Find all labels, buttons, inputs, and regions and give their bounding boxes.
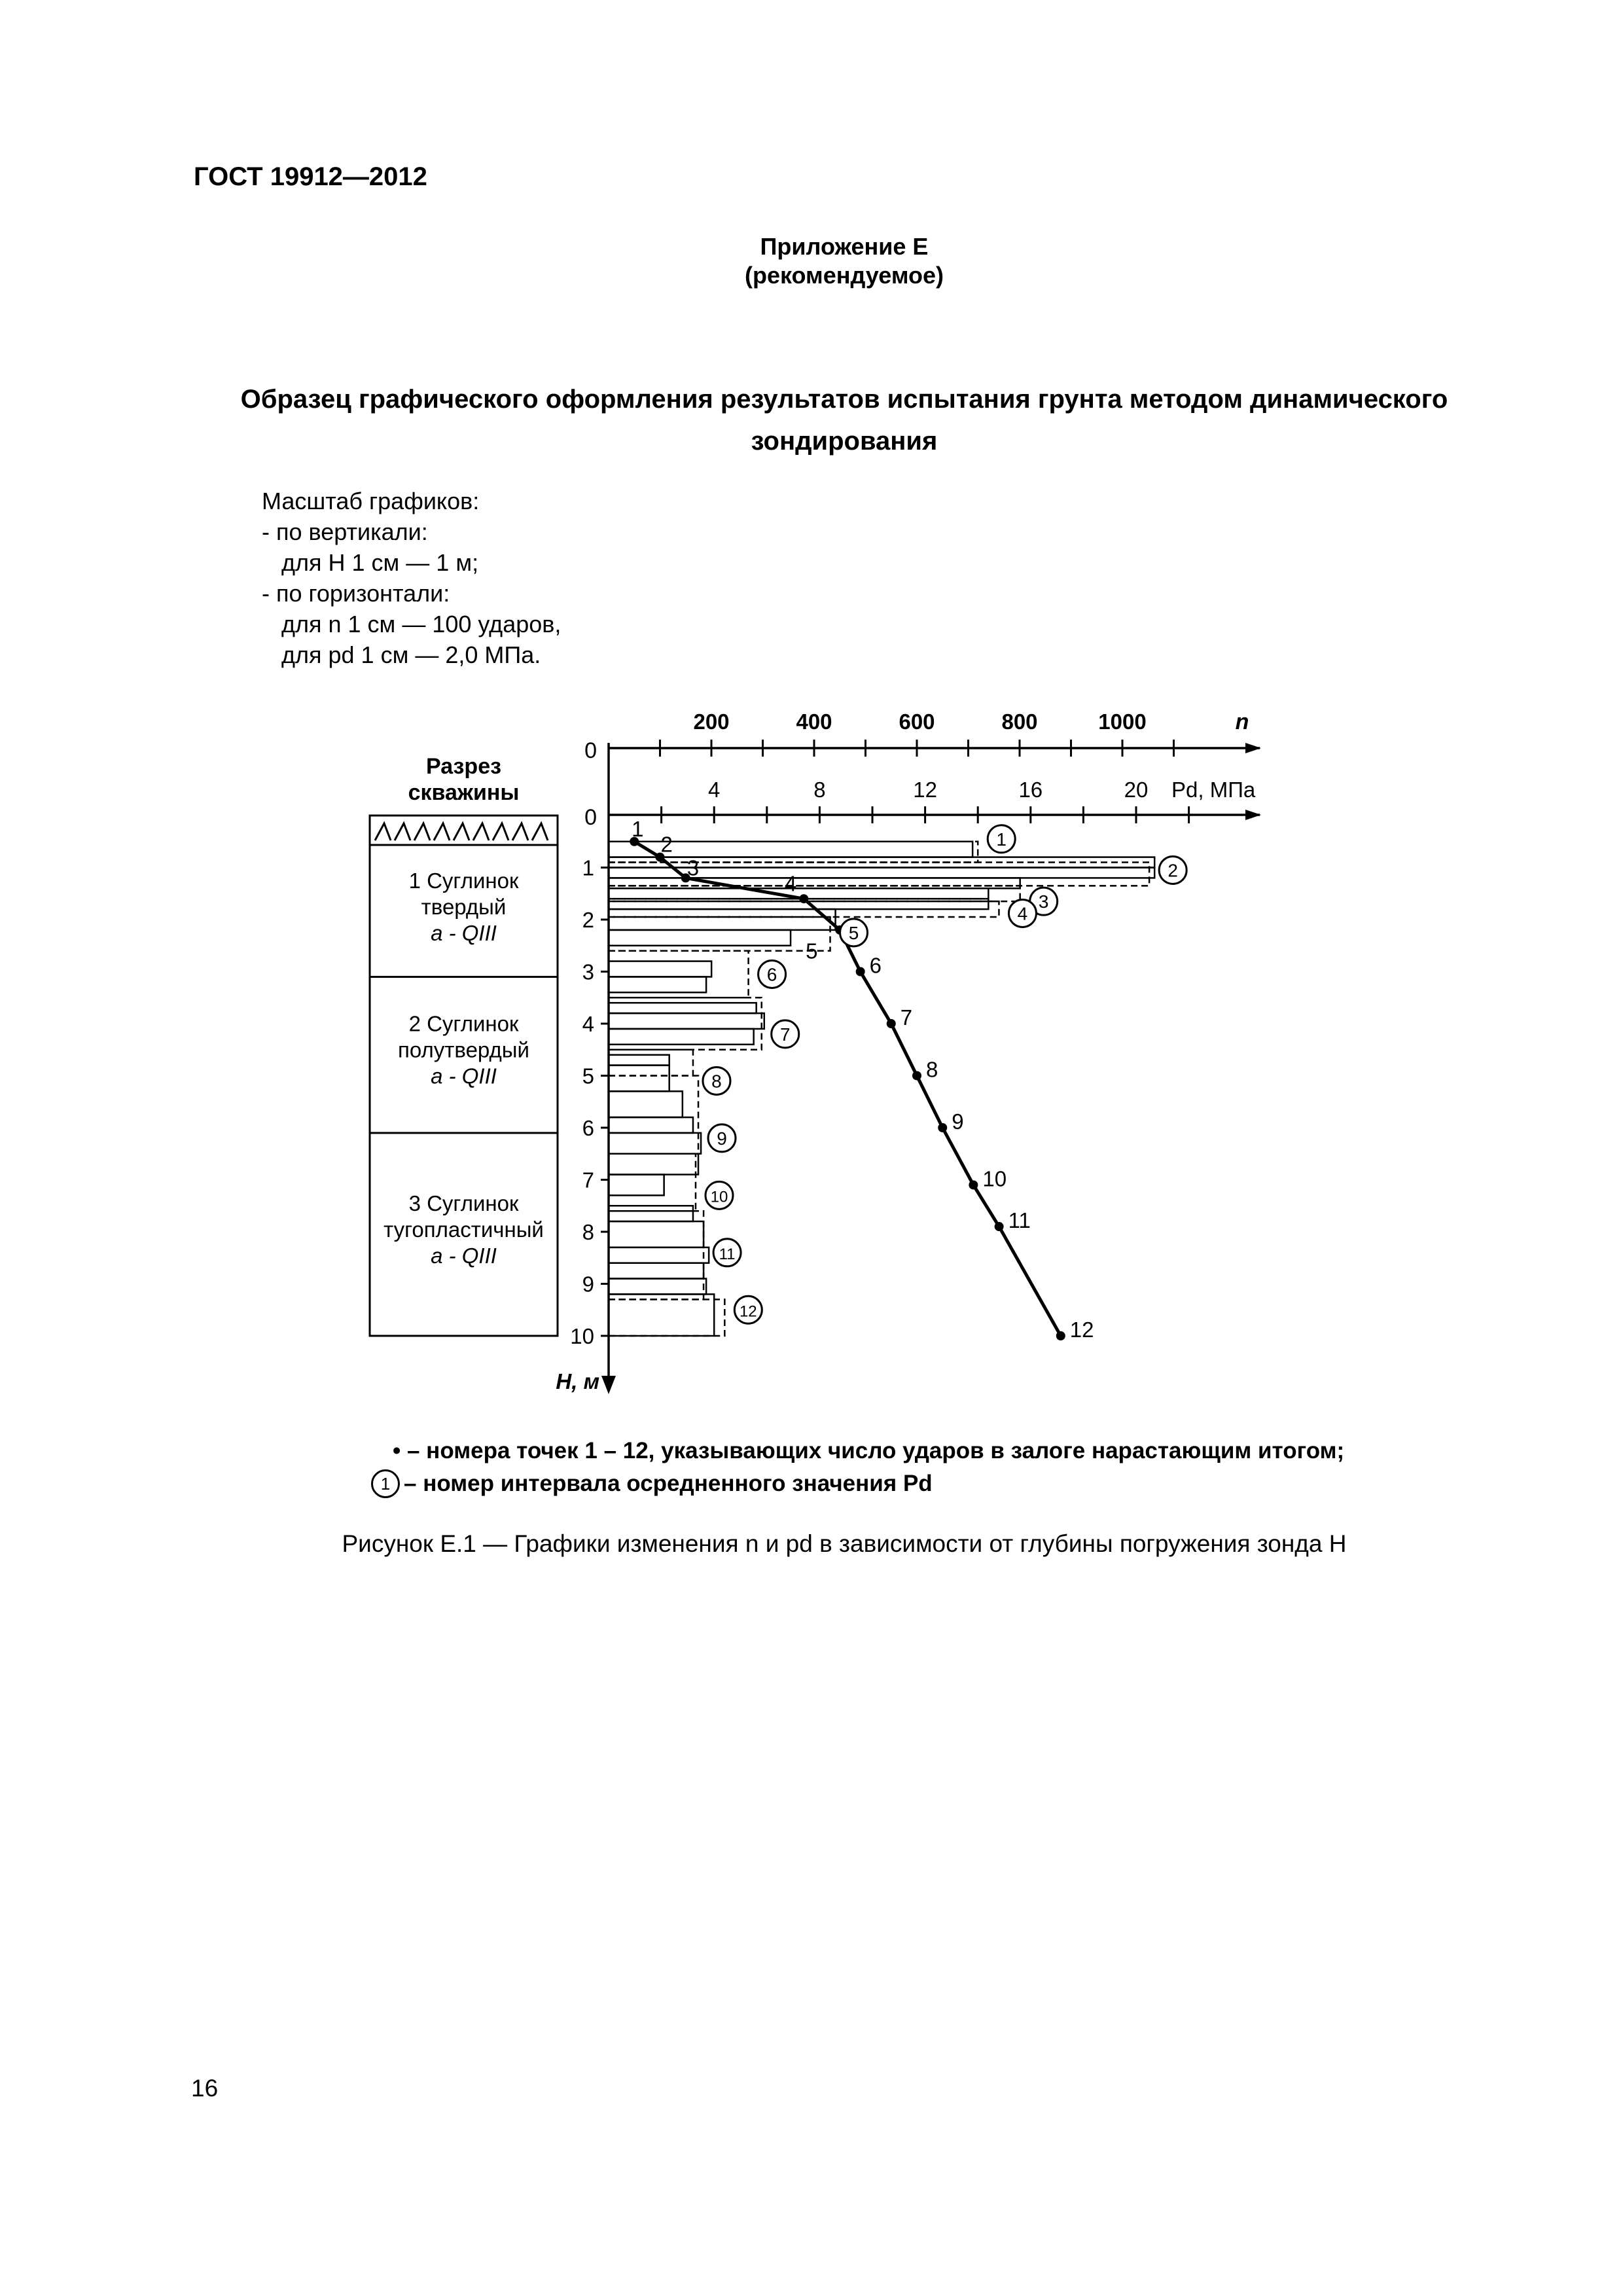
- layer-name: 2 Суглинок: [408, 1011, 519, 1036]
- interval-number: 4: [1017, 903, 1028, 924]
- pd-bar: [609, 1066, 669, 1092]
- n-axis-label: n: [1235, 709, 1249, 734]
- blow-point: [912, 1071, 921, 1081]
- h-tick-label: 1: [582, 855, 594, 880]
- pd-tick-label: 12: [913, 778, 937, 802]
- ground-hatch: [375, 823, 548, 840]
- pd-bar: [609, 878, 1020, 888]
- pd-bar: [609, 1279, 706, 1295]
- h-tick-label: 8: [582, 1220, 594, 1244]
- interval-number: 11: [719, 1245, 736, 1263]
- pd-bar: [609, 909, 836, 930]
- section-header: Разрез: [425, 754, 502, 779]
- interval-envelope: [609, 1050, 693, 1076]
- legend-intervals-text: – номер интервала осредненного значения Pd: [404, 1471, 933, 1496]
- pd-bar: [609, 1117, 693, 1133]
- blow-point-label: 10: [982, 1166, 1007, 1191]
- scale-line: Масштаб графиков:: [262, 488, 480, 514]
- blow-point: [856, 967, 865, 977]
- bar-number-label: 5: [806, 939, 818, 963]
- interval-number: 5: [848, 922, 859, 943]
- blow-point: [1056, 1331, 1065, 1340]
- interval-number: 1: [996, 829, 1007, 850]
- document-code: ГОСТ 19912—2012: [194, 162, 427, 191]
- pd-tick-label: 16: [1018, 778, 1043, 802]
- bar-number-label: 1: [632, 816, 644, 841]
- blow-point: [969, 1180, 978, 1189]
- pd-bar: [609, 1013, 764, 1029]
- pd-bar: [609, 1206, 693, 1221]
- bar-number-label: 3: [687, 855, 700, 880]
- appendix-label: Приложение Е: [760, 233, 929, 260]
- interval-envelope: [609, 1154, 696, 1211]
- interval-envelope: [609, 1299, 724, 1336]
- pd-tick-label: 20: [1124, 778, 1149, 802]
- pd-bar: [609, 899, 988, 909]
- blow-point-label: 8: [926, 1057, 938, 1082]
- title-line-1: Образец графического оформления результатов испытания грунта методом динамического: [240, 385, 1448, 414]
- h-tick-label: 7: [582, 1168, 594, 1193]
- h-axis-arrow: [601, 1376, 616, 1394]
- bar-number-label: 2: [660, 832, 673, 857]
- n-tick-label: 200: [693, 709, 730, 734]
- pd-bar: [609, 977, 706, 992]
- interval-envelope: [609, 951, 749, 998]
- pd-bar: [609, 1154, 698, 1175]
- interval-number: 3: [1038, 891, 1049, 912]
- h-axis-label: H, м: [556, 1369, 599, 1393]
- blow-point: [995, 1222, 1004, 1231]
- layer-name: тугопластичный: [383, 1217, 544, 1242]
- pd-bar: [609, 1091, 683, 1117]
- circled-number-symbol: 1: [371, 1469, 400, 1498]
- bar-number-label: 4: [784, 871, 797, 896]
- scale-line: - по вертикали:: [262, 518, 428, 545]
- h-tick-label: 4: [582, 1012, 594, 1036]
- layer-name: полутвердый: [398, 1037, 529, 1062]
- page-number: 16: [191, 2075, 219, 2102]
- dot-symbol: •: [393, 1438, 401, 1463]
- blow-point-label: 7: [900, 1005, 913, 1030]
- legend-points: [393, 1438, 1344, 1464]
- layer-age: a - QIII: [431, 921, 497, 946]
- cumulative-blows-line: [634, 842, 1061, 1336]
- pd-bar: [609, 1175, 664, 1196]
- layer-age: a - QIII: [431, 1243, 497, 1268]
- scale-line: - по горизонтали:: [262, 580, 450, 607]
- legend-intervals: [371, 1469, 933, 1498]
- interval-number: 2: [1168, 860, 1178, 881]
- layer-age: a - QIII: [431, 1064, 497, 1088]
- layer-name: 3 Суглинок: [408, 1191, 519, 1215]
- blow-point: [799, 894, 808, 903]
- interval-number: 10: [710, 1188, 728, 1206]
- pd-tick-label: 8: [813, 778, 826, 802]
- interval-number: 9: [717, 1128, 727, 1149]
- pd-bar: [609, 1029, 754, 1045]
- h-tick-label: 10: [570, 1324, 594, 1348]
- h-tick-label: 5: [582, 1064, 594, 1088]
- section-header: скважины: [408, 780, 520, 805]
- blow-point: [938, 1123, 947, 1132]
- pd-bar: [609, 1221, 704, 1247]
- scale-line: для n 1 см — 100 ударов,: [262, 611, 562, 637]
- pd-bar: [609, 1003, 757, 1013]
- interval-envelope: [609, 1211, 704, 1299]
- n-tick-label: 400: [796, 709, 832, 734]
- legend-points-text: – номера точек 1 – 12, указывающих число ударов в залоге нарастающим итогом;: [401, 1438, 1345, 1463]
- pd-bar: [609, 1133, 701, 1154]
- interval-number: 6: [766, 964, 777, 985]
- pd-bar: [609, 961, 711, 977]
- scale-line: для pd 1 см — 2,0 МПа.: [262, 641, 541, 668]
- interval-envelope: [609, 1076, 698, 1154]
- blow-point-label: 6: [869, 953, 882, 978]
- pd-bar: [609, 1055, 669, 1066]
- n-tick-label: 600: [899, 709, 935, 734]
- scale-line: для H 1 см — 1 м;: [262, 549, 479, 576]
- interval-number: 12: [739, 1302, 757, 1321]
- interval-envelope: [609, 997, 762, 1050]
- pd-bar: [609, 930, 791, 946]
- title-line-2: зондирования: [751, 427, 938, 456]
- h-tick-label: 2: [582, 908, 594, 932]
- n-tick-label: 1000: [1098, 709, 1147, 734]
- h-tick-label: 9: [582, 1272, 594, 1297]
- figure-caption: Рисунок Е.1 — Графики изменения n и pd в зависимости от глубины погружения зонда H: [342, 1530, 1347, 1557]
- h-tick-label: 3: [582, 960, 594, 984]
- interval-number: 7: [779, 1024, 791, 1045]
- h-tick-label: 6: [582, 1116, 594, 1140]
- pd-axis-zero: 0: [584, 805, 597, 830]
- blow-point-label: 12: [1069, 1318, 1094, 1342]
- interval-number: 8: [711, 1071, 722, 1092]
- blow-point-label: 9: [952, 1109, 964, 1134]
- pd-bar: [609, 1263, 704, 1279]
- pd-tick-label: 4: [708, 778, 721, 802]
- layer-name: твердый: [421, 895, 507, 920]
- blow-point: [887, 1019, 896, 1028]
- n-axis-zero: 0: [584, 738, 597, 763]
- n-tick-label: 800: [1001, 709, 1038, 734]
- appendix-type: (рекомендуемое): [745, 262, 944, 289]
- pd-bar: [609, 1294, 714, 1336]
- blow-point-label: 11: [1008, 1208, 1031, 1233]
- pd-axis-label: Pd, МПа: [1171, 778, 1256, 802]
- pd-bar: [609, 1247, 709, 1263]
- layer-name: 1 Суглинок: [408, 869, 519, 893]
